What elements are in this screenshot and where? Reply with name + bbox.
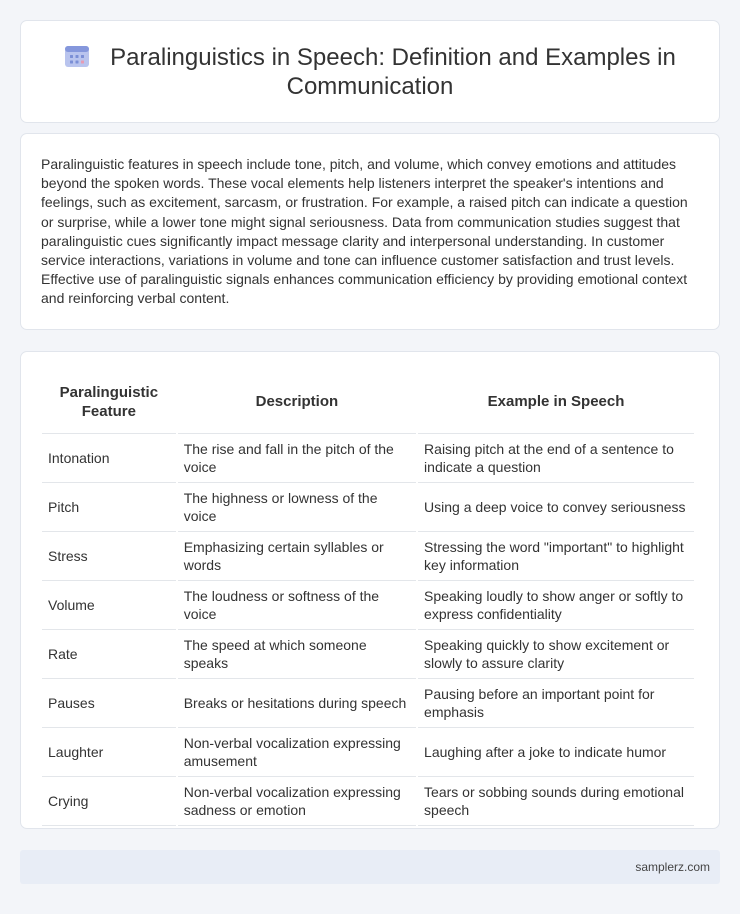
summary-card [20, 133, 720, 330]
feature-cell: Rate [42, 630, 176, 679]
table-row [42, 483, 694, 532]
feature-cell: Intonation [42, 434, 176, 483]
feature-cell: Stress [42, 532, 176, 581]
table-row [42, 679, 694, 728]
description-cell: Emphasizing certain syllables or words [178, 532, 416, 581]
example-cell: Stressing the word "important" to highlight key information [418, 532, 694, 581]
title-card [20, 20, 720, 123]
table-row [42, 434, 694, 483]
footer-site-link[interactable]: samplerz.com [635, 860, 710, 874]
header-example: Example in Speech [418, 372, 694, 434]
table-header-row [42, 372, 694, 434]
table-row [42, 532, 694, 581]
feature-cell: Volume [42, 581, 176, 630]
header-feature: Paralinguistic Feature [42, 372, 176, 434]
example-cell: Pausing before an important point for emphasis [418, 679, 694, 728]
table-row [42, 777, 694, 826]
paralinguistics-table [40, 372, 696, 826]
description-cell: The highness or lowness of the voice [178, 483, 416, 532]
calendar-icon [64, 44, 90, 68]
table-card [20, 351, 720, 829]
example-cell: Speaking loudly to show anger or softly to express confidentiality [418, 581, 694, 630]
description-cell: The speed at which someone speaks [178, 630, 416, 679]
example-cell: Raising pitch at the end of a sentence to indicate a question [418, 434, 694, 483]
description-cell: The loudness or softness of the voice [178, 581, 416, 630]
summary-text: Paralinguistic features in speech include tone, pitch, and volume, which convey emotions and attitudes beyond the spoken words. These vocal elements help listeners interpret the speaker's intentions and feelings, such as excitement, sarcasm, or frustration. For example, a raised pitch can indicate a question or surprise, while a lower tone might signal seriousness. Data from communication studies suggest that paralinguistic cues significantly impact message clarity and interpersonal understanding. In customer service interactions, variations in volume and tone can influence customer satisfaction and trust levels. Effective use of paralinguistic signals enhances communication efficiency by providing emotional context and reinforcing verbal content. [41, 156, 688, 307]
description-cell: Non-verbal vocalization expressing sadness or emotion [178, 777, 416, 826]
description-cell: Non-verbal vocalization expressing amusement [178, 728, 416, 777]
header-description: Description [178, 372, 416, 434]
feature-cell: Pauses [42, 679, 176, 728]
example-cell: Laughing after a joke to indicate humor [418, 728, 694, 777]
footer [20, 850, 720, 884]
table-row [42, 630, 694, 679]
feature-cell: Pitch [42, 483, 176, 532]
feature-cell: Laughter [42, 728, 176, 777]
example-cell: Tears or sobbing sounds during emotional speech [418, 777, 694, 826]
feature-cell: Crying [42, 777, 176, 826]
table-row [42, 581, 694, 630]
description-cell: Breaks or hesitations during speech [178, 679, 416, 728]
table-row [42, 728, 694, 777]
example-cell: Using a deep voice to convey seriousness [418, 483, 694, 532]
page-title-block [51, 43, 689, 101]
description-cell: The rise and fall in the pitch of the voice [178, 434, 416, 483]
example-cell: Speaking quickly to show excitement or slowly to assure clarity [418, 630, 694, 679]
page-title: Paralinguistics in Speech: Definition and Examples in Communication [110, 43, 676, 100]
